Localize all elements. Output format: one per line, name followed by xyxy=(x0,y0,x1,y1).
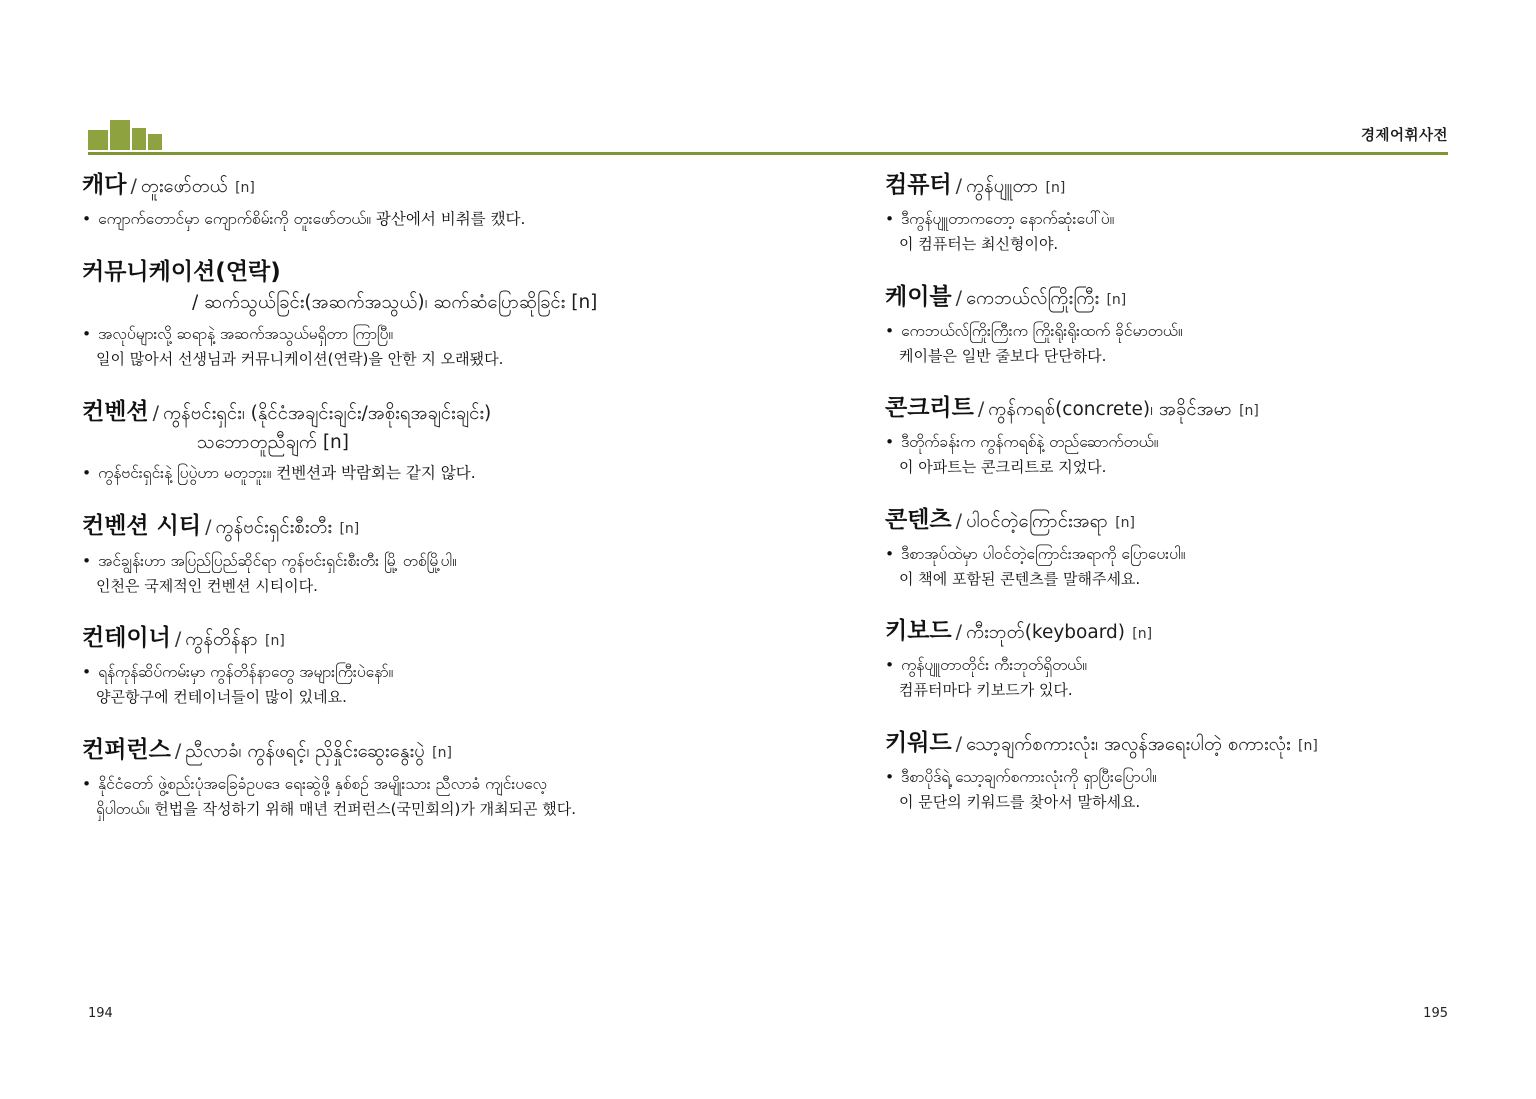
dictionary-entry xyxy=(885,728,1485,814)
entry-separator: / xyxy=(955,621,963,644)
entry-example-text: ကွန်ဗင်းရှင်းနဲ့ ပြပွဲဟာ မတူဘူး။ 컨벤션과 박람회는 같지 않다. xyxy=(98,464,476,483)
entry-headline xyxy=(82,511,682,542)
dictionary-entry xyxy=(885,282,1485,368)
entry-pos: [n] xyxy=(1115,514,1135,531)
entry-translation: 컴퓨터마다 키보드가 있다. xyxy=(899,681,1073,700)
entry-headline xyxy=(885,393,1485,424)
entry-gloss-continued: သဘောတူညီချက် [n] xyxy=(197,431,350,453)
entry-headline xyxy=(82,257,682,288)
entry-separator: / xyxy=(955,509,963,532)
entry-example xyxy=(885,319,1485,343)
left-column xyxy=(82,170,682,846)
entry-headword: 컨테이너 xyxy=(82,625,171,652)
dictionary-entry xyxy=(82,170,682,231)
entry-headline xyxy=(885,616,1485,647)
entry-pos: [n] xyxy=(1106,291,1127,308)
entry-gloss: ကေဘယ်လ်ကြိုးကြီး xyxy=(966,287,1100,309)
entry-example-text: အလုပ်များလို့ ဆရာနဲ့ အဆက်အသွယ်မရှိတာ ကြာပြီ။ xyxy=(98,325,394,343)
entry-separator: / xyxy=(955,732,963,755)
entry-headline xyxy=(82,623,682,654)
entry-example xyxy=(82,461,682,485)
entry-gloss: သော့ချက်စကားလုံး၊ အလွန်အရေးပါတဲ့ စကားလုံး xyxy=(966,733,1291,755)
entry-headword: 콘텐츠 xyxy=(885,506,952,533)
entry-pos: [n] xyxy=(1045,180,1066,196)
entry-headline xyxy=(82,735,682,766)
entry-separator: / xyxy=(977,398,985,421)
bullet-icon: • xyxy=(885,656,895,675)
entry-separator: / xyxy=(955,175,963,197)
entry-headline xyxy=(82,170,682,201)
entry-gloss: ကီးဘုတ်(keyboard) xyxy=(966,622,1125,644)
entry-example-text: အင်ချွန်းဟာ အပြည်ပြည်ဆိုင်ရာ ကွန်ဗင်းရှင်းစီးတီး မြို့ တစ်မြို့ပါ။ xyxy=(98,551,457,570)
entry-example-text: ဒီတိုက်ခန်းက ကွန်ကရစ်နဲ့ တည်ဆောက်တယ်။ xyxy=(901,433,1159,452)
entry-headword: 콘크리트 xyxy=(885,395,974,422)
entry-headword: 커뮤니케이션(연락) xyxy=(82,259,281,286)
entry-pos: [n] xyxy=(1132,626,1153,643)
bullet-icon: • xyxy=(82,210,92,229)
entry-gloss: တူးဖော်တယ် xyxy=(140,176,228,197)
entry-example xyxy=(885,542,1485,566)
entry-pos: [n] xyxy=(265,633,285,650)
entry-example xyxy=(82,660,682,684)
entry-headword: 케이블 xyxy=(885,283,952,310)
entry-pos: [n] xyxy=(235,180,255,196)
entry-separator: / xyxy=(955,286,963,309)
entry-gloss: ကွန်တိန်နာ xyxy=(185,629,258,651)
entry-headword: 컨벤션 xyxy=(82,398,149,425)
entry-example-text: ကျောက်တောင်မှာ ကျောက်စိမ်းကို တူးဖော်တယ်။ 광산에서 비취를 캤다. xyxy=(98,210,526,229)
entry-headword: 컨벤션 시티 xyxy=(82,513,202,540)
entry-example-text: ရန်ကုန်ဆိပ်ကမ်းမှာ ကွန်တိန်နာတွေ အများကြီးပဲနော်။ xyxy=(98,663,394,682)
entry-gloss-continued: / ဆက်သွယ်ခြင်း(အဆက်အသွယ်)၊ ဆက်ဆံပြောဆိုခြင်း [n] xyxy=(192,292,598,314)
dictionary-entry xyxy=(82,511,682,597)
entry-pos: [n] xyxy=(432,744,452,761)
entry-example xyxy=(82,772,682,796)
bullet-icon: • xyxy=(885,767,895,786)
dictionary-entry xyxy=(82,397,682,486)
entry-translation: ရှိပါတယ်။ 헌법을 작성하기 위해 매년 컨퍼런스(국민회의)가 개최되곤 했다. xyxy=(96,799,577,818)
entry-gloss: ညီလာခံ၊ ကွန်ဖရင့်၊ ညှိနှိုင်းဆွေးနွေးပွဲ xyxy=(185,740,425,762)
entry-gloss: ကွန်ကရစ်(concrete)၊ အခိုင်အမာ xyxy=(988,399,1232,421)
dictionary-entry xyxy=(885,393,1485,479)
dictionary-entry xyxy=(885,616,1485,702)
entry-example xyxy=(885,430,1485,454)
dictionary-entry xyxy=(82,735,682,821)
entry-gloss: ပါဝင်တဲ့ကြောင်းအရာ xyxy=(966,510,1108,532)
entry-example xyxy=(82,322,682,346)
entry-pos: [n] xyxy=(1298,737,1318,754)
entry-headline xyxy=(82,397,682,428)
entry-gloss: ကွန်ဗင်းရှင်းစီးတီး xyxy=(215,517,333,539)
entry-separator: / xyxy=(130,175,137,197)
bullet-icon: • xyxy=(82,464,92,483)
entry-gloss: ကွန်ပျူတာ xyxy=(966,176,1039,197)
entry-translation: 일이 많아서 선생님과 커뮤니케이션(연락)을 안한 지 오래됐다. xyxy=(96,350,504,369)
dictionary-entry xyxy=(82,623,682,709)
entry-example-text: ဒီစာအုပ်ထဲမှာ ပါဝင်တဲ့ကြောင်းအရာကို ပြောပေးပါ။ xyxy=(901,544,1186,563)
entry-translation: 이 책에 포함된 콘텐츠를 말해주세요. xyxy=(899,569,1141,588)
entry-translation: 양곤항구에 컨테이너들이 많이 있네요. xyxy=(96,688,347,707)
page-number-left: 194 xyxy=(88,1006,113,1021)
entry-translation: 이 아파트는 콘크리트로 지었다. xyxy=(899,458,1107,477)
entry-pos: [n] xyxy=(339,521,360,538)
right-column xyxy=(885,170,1485,839)
page-number-right: 195 xyxy=(1423,1006,1448,1021)
green-blocks-logo-icon xyxy=(88,118,164,150)
entry-translation: 이 컴퓨터는 최신형이야. xyxy=(899,235,1059,254)
entry-headline xyxy=(885,505,1485,536)
entry-example xyxy=(82,207,682,231)
entry-example xyxy=(885,207,1485,231)
bullet-icon: • xyxy=(885,321,895,340)
entry-gloss: ကွန်ဗင်းရှင်း၊ (နိုင်ငံအချင်းချင်း/အစိုးရအချင်းချင်း) xyxy=(163,402,492,424)
entry-headword: 키보드 xyxy=(885,618,952,645)
entry-headword: 키워드 xyxy=(885,729,952,756)
dictionary-entry xyxy=(885,170,1485,256)
entry-translation: 이 문단의 키워드를 찾아서 말하세요. xyxy=(899,792,1141,811)
entry-headline xyxy=(885,728,1485,759)
bullet-icon: • xyxy=(82,325,92,343)
entry-separator: / xyxy=(174,739,182,762)
entry-headword: 캐다 xyxy=(82,172,127,198)
entry-separator: / xyxy=(152,401,160,424)
entry-example xyxy=(885,653,1485,677)
entry-headword: 컴퓨터 xyxy=(885,172,952,198)
dictionary-entry xyxy=(885,505,1485,591)
bullet-icon: • xyxy=(885,210,895,229)
header-title: 경제어휘사전 xyxy=(1360,128,1448,144)
entry-translation: 인천은 국제적인 컨벤션 시티이다. xyxy=(96,576,318,595)
header-divider xyxy=(88,152,1448,155)
entry-example-text: နိုင်ငံတော် ဖွဲ့စည်းပုံအခြေခံဥပဒေ ရေးဆွဲဖို့ နှစ်စဉ် အမျိုးသား ညီလာခံ ကျင်းပလေ့ xyxy=(98,774,548,793)
entry-headline xyxy=(885,170,1485,201)
entry-headline xyxy=(885,282,1485,313)
entry-example-text: ကေဘယ်လ်ကြိုးကြီးက ကြိုးရိုးရိုးထက် ခိုင်မာတယ်။ xyxy=(901,321,1183,340)
entry-example-text: ကွန်ပျူတာတိုင်း ကီးဘုတ်ရှိတယ်။ xyxy=(901,656,1087,675)
entry-example-text: ဒီစာပိုဒ်ရဲ့ သော့ချက်စကားလုံးကို ရှာပြီးပြောပါ။ xyxy=(901,767,1157,786)
entry-example xyxy=(885,765,1485,789)
entry-example xyxy=(82,549,682,573)
bullet-icon: • xyxy=(885,544,895,563)
entry-pos: [n] xyxy=(1239,403,1259,420)
entry-headword: 컨퍼런스 xyxy=(82,736,171,763)
bullet-icon: • xyxy=(885,433,895,452)
entry-separator: / xyxy=(205,516,212,539)
bullet-icon: • xyxy=(82,551,92,570)
bullet-icon: • xyxy=(82,663,92,682)
entry-translation: 케이블은 일반 줄보다 단단하다. xyxy=(899,346,1107,365)
dictionary-entry xyxy=(82,257,682,370)
entry-separator: / xyxy=(174,628,182,651)
entry-example-text: ဒီကွန်ပျူတာကတော့ နောက်ဆုံးပေါ်ပဲ။ xyxy=(901,210,1115,229)
bullet-icon: • xyxy=(82,774,92,793)
